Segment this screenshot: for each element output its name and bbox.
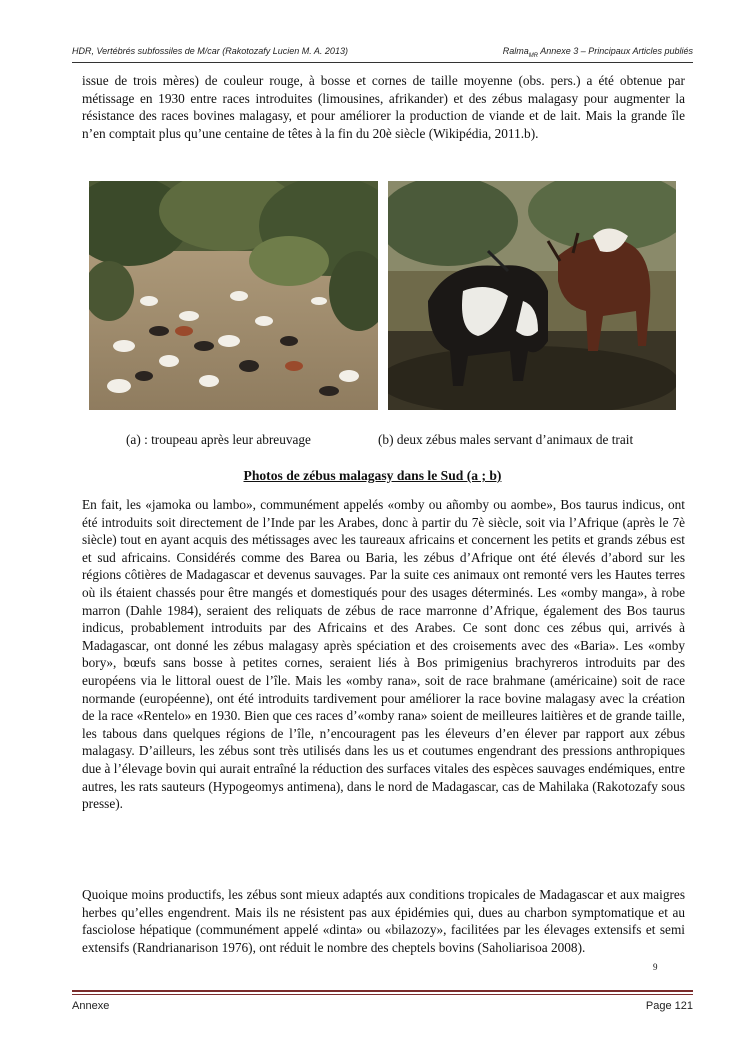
header-left-text: HDR, Vertébrés subfossiles de M/car (Rakotozafy Lucien M. A. 2013) — [72, 46, 348, 56]
footer-rule-thick — [72, 990, 693, 992]
header-right-prefix: Ralma — [502, 46, 529, 56]
photo-two-zebu — [388, 181, 676, 410]
caption-a: (a) : troupeau après leur abreuvage — [126, 432, 311, 447]
photo-herd — [89, 181, 378, 410]
inner-page-number: 9 — [653, 962, 658, 972]
page-footer — [72, 1000, 693, 1016]
header-right-text — [503, 46, 693, 59]
figure-title: Photos de zébus malagasy dans le Sud (a ; b) — [243, 468, 502, 483]
body-paragraph-1: En fait, les «jamoka ou lambo», communément appelés «omby ou añomby ou aombe», Bos taurus indicus, ont été introduits soit directement de l’Inde par les Arabes, donc à partir du 7è siècle, soit via l’Afrique (après le 7è siècle) tout en ayant acquis des métissages avec les taureaux africains et concernent les petits et grands zébus est et sud africains. Considérés comme des Barea ou Baria, les zébus d’Afrique ont été élevés d’abord sur les régions côtières de Madagascar et devenus sauvages. Par la suite ces animaux ont remonté vers les Hautes terres où ils étaient chassés pour être mangés et domestiqués pour des usages déterminés. Les «omby manga», à robe marron (Dahle 1984), seraient des reliquats de zébus de race marronne d’Afrique, également des Bos taurus indicus, probablement introduits par des Africains et des Arabes. Ce sont donc ces zébus qui, arrivés à Madagascar, ont donné les zébus malagasy après spéciation et des croisements avec des «Baria». Les «omby bory», bœufs sans bosse à petites cornes, seraient liés à Bos primigenius brachyreros introduits par des européens via le littoral ouest de l’île. Mais les «omby rana», soit de race brahmane (américaine) soit de race normande (européenne), ont été introduits tardivement pour améliorer la race bovine malagasy avec la création de la race «Rentelo» en 1930. Bien que ces races d’«omby rana» soient de meilleures laitières et de grande taille, les tabous dans quelques régions de l’île, n’encouragent pas les éleveurs d’en élever par rapport aux zébus malagasy. D’ailleurs, les zébus sont très utilisés dans les us et coutumes engendrant des pressions anthropiques due à l’élevage bovin qui aurait entraîné la réduction des surfaces vitales des espèces sauvages endémiques, entre autres, les rats sauteurs (Hypogeomys antimena), dans le nord de Madagascar, cas de Mahilaka (Rakotozafy sous presse). — [82, 497, 685, 812]
header-right-sub: MR — [528, 52, 539, 59]
footer-rule-thin — [72, 994, 693, 995]
caption-b: (b) deux zébus males servant d’animaux de trait — [378, 432, 634, 447]
intro-paragraph: issue de trois mères) de couleur rouge, à bosse et cornes de taille moyenne (obs. pers.) a été obtenue par métissage en 1930 entre races introduites (limousines, afrikander) et des zébus malagasy pour augmenter la résistance des races bovines malagasy, et pour améliorer la production de viande et de lait. Mais la grande île n’en comptait plus qu’une centaine de têtes à la fin du 20è siècle (Wikipédia, 2011.b). — [82, 73, 685, 141]
header-right-suffix: Annexe 3 – Principaux Articles publiés — [538, 46, 693, 56]
footer-page-number: Page 121 — [645, 1000, 693, 1012]
photo-herd-image — [89, 181, 378, 410]
photo-two-zebu-image — [388, 181, 676, 410]
footer-left-text: Annexe — [72, 1000, 110, 1012]
running-header — [72, 46, 693, 60]
body-paragraph-2: Quoique moins productifs, les zébus sont mieux adaptés aux conditions tropicales de Madagascar et aux maigres herbes qu’elles engendrent. Mais ils ne résistent pas aux épidémies qui, dues au charbon symptomatique et au fasciolose hépatique (communément appelé «dinta» ou «bilazozy», facilitées par les élevages extensifs et semi extensifs (Randrianarison 1976), ont réduit le nombre des cheptels bovins (Saholiarisoa 2008). — [82, 887, 685, 955]
header-rule — [72, 62, 693, 63]
